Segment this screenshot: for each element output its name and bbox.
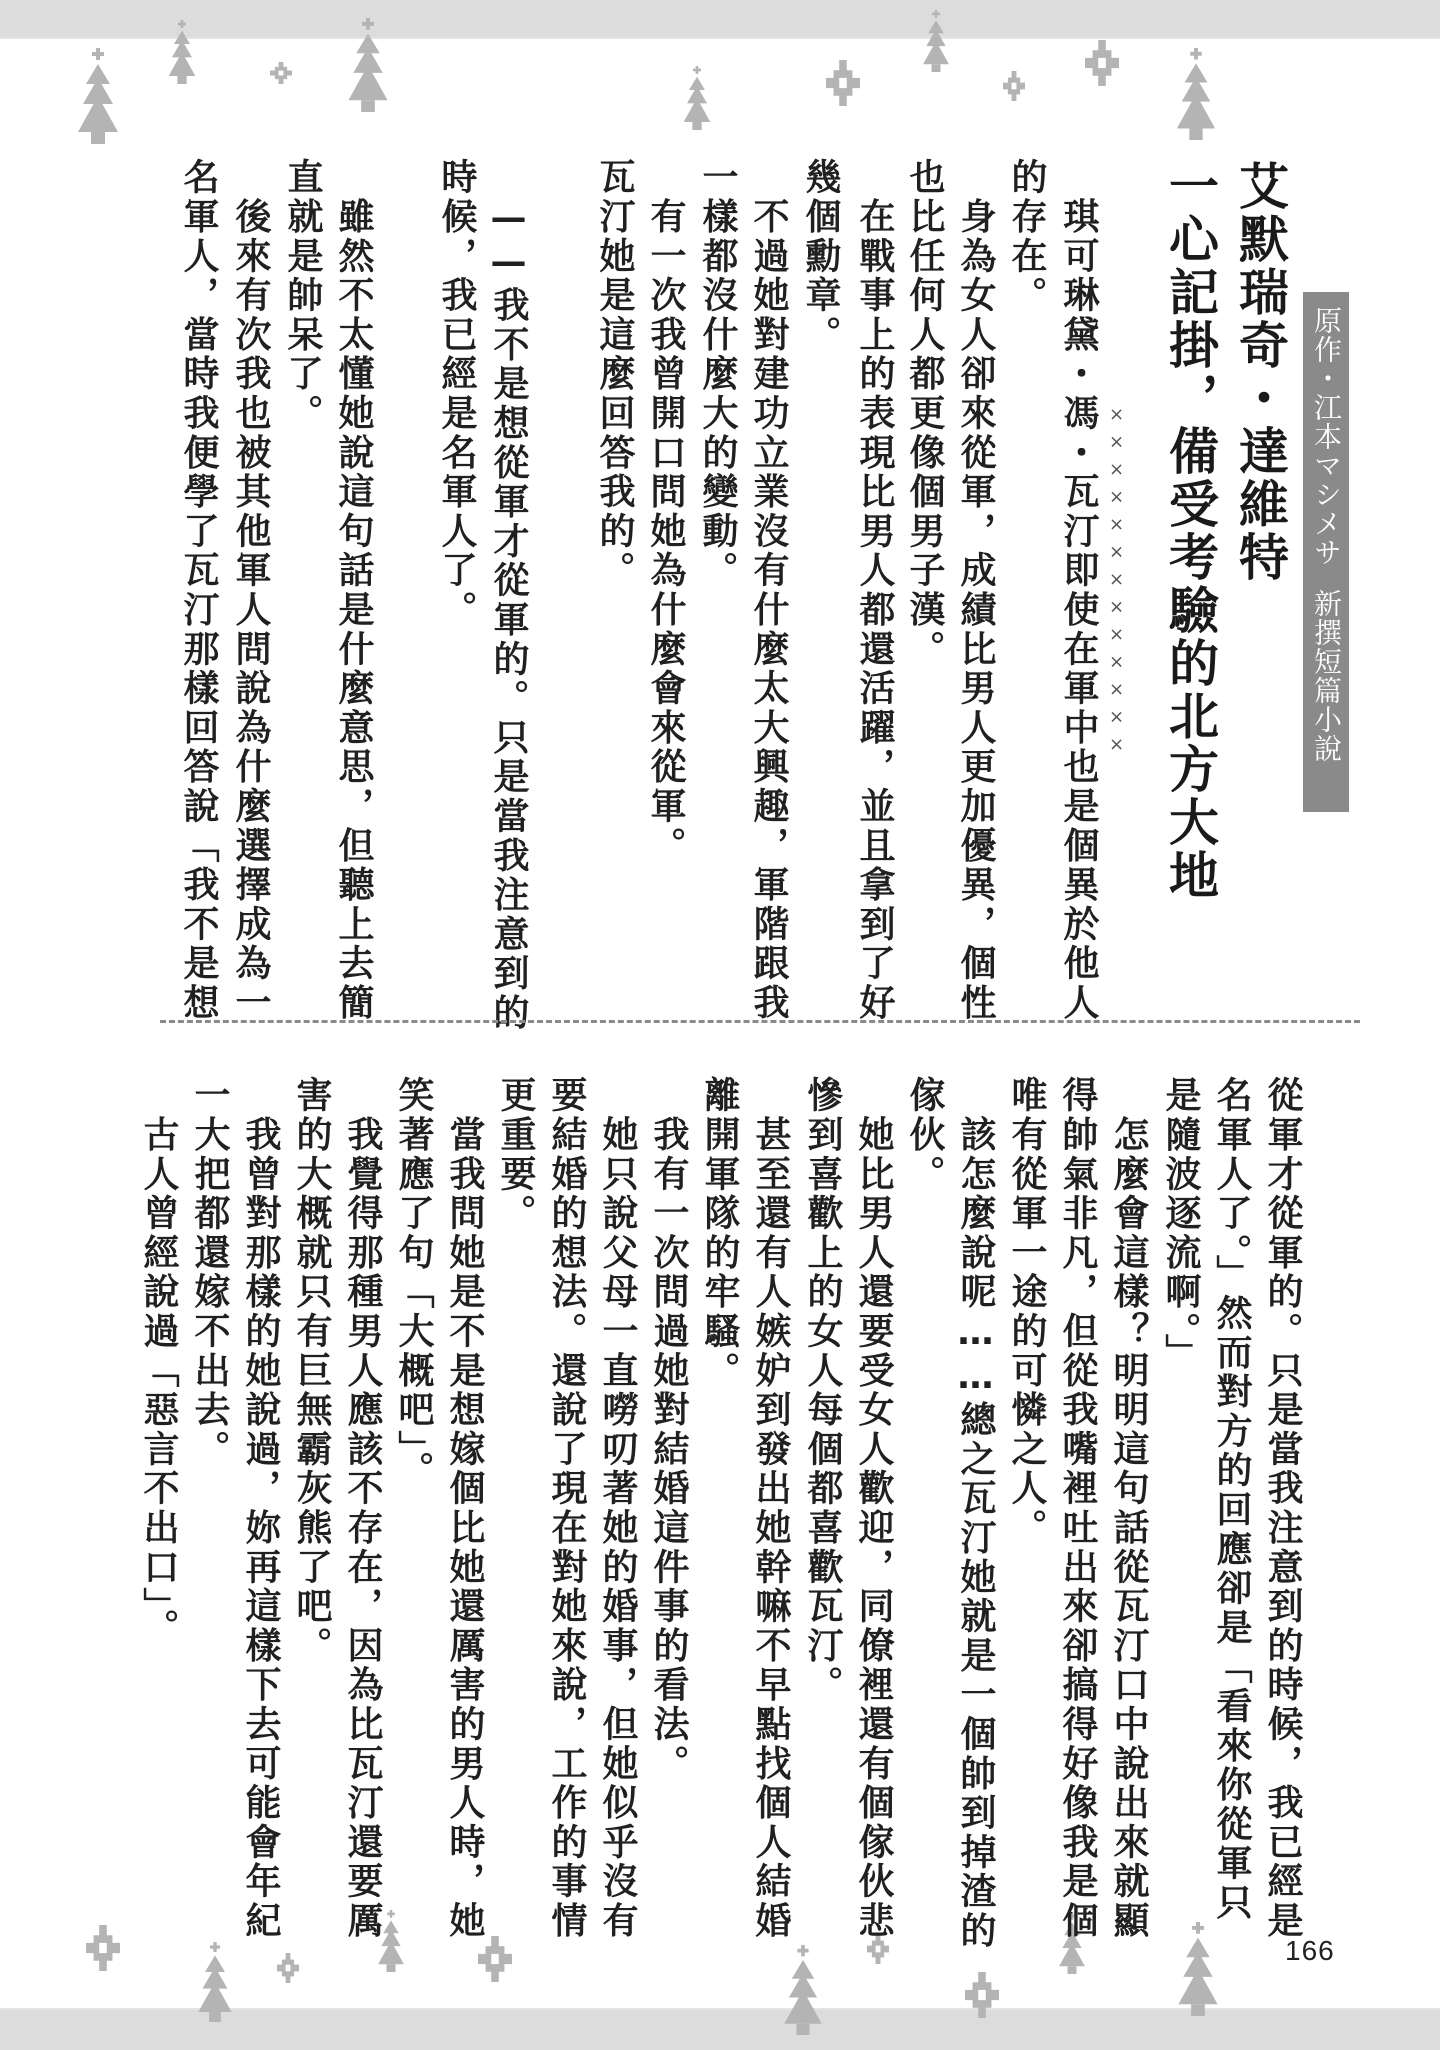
top-decorative-band [0, 0, 1440, 39]
text-column: 古人曾經說過「惡言不出口」。 [138, 1076, 179, 1648]
text-column: 一樣都沒什麼大的變動。 [697, 158, 738, 591]
text-column: 我覺得那種男人應該不存在，因為比瓦汀還要厲 [342, 1076, 383, 1941]
text-column: 她只說父母一直嘮叨著她的婚事，但她似乎沒有 [597, 1076, 638, 1941]
pine-tree-icon [348, 18, 388, 112]
text-column: 離開軍隊的牢騷。 [699, 1076, 740, 1391]
text-column: 不過她對建功立業沒有什麼太大興趣，軍階跟我 [748, 158, 789, 1023]
text-column: 我曾對那樣的她說過，妳再這樣下去可能會年紀 [240, 1076, 281, 1941]
text-column: 也比任何人都更像個男子漢。 [904, 158, 945, 669]
badge-original-author: 原作・江本マシメサ [1310, 306, 1343, 567]
text-column: 瓦汀她是這麼回答我的。 [594, 158, 635, 591]
snowflake-icon [1085, 40, 1119, 86]
text-column: 要結婚的想法。還說了現在對她來說，工作的事情 [546, 1076, 587, 1941]
text-column: 從軍才從軍的。只是當我注意到的時候，我已經是 [1262, 1076, 1303, 1941]
badge-story-type: 新撰短篇小說 [1310, 589, 1343, 763]
text-column: 得帥氣非凡，但從我嘴裡吐出來卻搞得好像我是個 [1057, 1076, 1098, 1941]
snowflake-icon [1003, 71, 1025, 101]
text-column: 笑著應了句「大概吧」。 [393, 1076, 434, 1491]
text-column: 她比男人還要受女人歡迎，同僚裡還有個傢伙悲 [853, 1076, 894, 1941]
section-divider [160, 1020, 1360, 1023]
snowflake-icon [86, 1925, 120, 1971]
text-column: 害的大概就只有巨無霸灰熊了吧。 [291, 1076, 332, 1666]
title-separator-marks: ××××××××××××× [1106, 404, 1127, 762]
text-column: 傢伙。 [904, 1076, 945, 1194]
story-title-line-1: 艾默瑞奇・達維特 [1231, 160, 1289, 584]
pine-tree-icon [682, 66, 712, 130]
text-column: 幾個勳章。 [800, 158, 841, 355]
story-title-line-2: 一心記掛，備受考驗的北方大地 [1161, 160, 1219, 902]
text-column: 更重要。 [495, 1076, 536, 1234]
pine-tree-icon [1178, 1922, 1218, 2016]
text-column: 後來有次我也被其他軍人問說為什麼選擇成為一 [230, 158, 271, 1023]
text-column: 是隨波逐流啊。」 [1160, 1076, 1201, 1373]
text-column: 唯有從軍一途的可憐之人。 [1006, 1076, 1047, 1548]
pine-tree-icon [168, 20, 196, 84]
pine-tree-icon [1176, 48, 1216, 140]
text-column: 該怎麼說呢……總之瓦汀她就是一個帥到掉渣的 [955, 1076, 996, 1951]
snowflake-icon [270, 62, 292, 84]
snowflake-icon [478, 1936, 512, 1982]
text-column: 的存在。 [1006, 158, 1047, 316]
text-column: 雖然不太懂她說這句話是什麼意思，但聽上去簡 [333, 158, 374, 1023]
text-column: ——我不是想從軍才從軍的。只是當我注意到的 [488, 158, 529, 1033]
text-column: 身為女人卻來從軍，成績比男人更加優異，個性 [955, 158, 996, 1023]
text-column: 我有一次問過她對結婚這件事的看法。 [648, 1076, 689, 1784]
text-column: 琪可琳黛・馮・瓦汀即使在軍中也是個異於他人 [1058, 158, 1099, 1023]
text-column: 在戰事上的表現比男人都還活躍，並且拿到了好 [854, 158, 895, 1023]
text-column: 時候，我已經是名軍人了。 [436, 158, 477, 630]
text-column: 一大把都還嫁不出去。 [189, 1076, 230, 1469]
pine-tree-icon [922, 10, 950, 72]
text-column: 甚至還有人嫉妒到發出她幹嘛不早點找個人結婚 [750, 1076, 791, 1941]
page-number: 166 [1285, 1935, 1335, 1966]
snowflake-icon [965, 1972, 999, 2018]
text-column: 怎麼會這樣？明明這句話從瓦汀口中說出來就顯 [1108, 1076, 1149, 1941]
text-column: 直就是帥呆了。 [282, 158, 323, 434]
text-column: 當我問她是不是想嫁個比她還厲害的男人時，她 [444, 1076, 485, 1941]
text-column: 名軍人，當時我便學了瓦汀那樣回答說「我不是想 [178, 158, 219, 1023]
snowflake-icon [826, 60, 860, 106]
pine-tree-icon [78, 48, 118, 144]
pine-tree-icon [198, 1942, 232, 2022]
text-column: 名軍人了。」然而對方的回應卻是「看來你從軍只 [1211, 1076, 1252, 1923]
snowflake-icon [277, 1953, 299, 1983]
pine-tree-icon [783, 1945, 823, 2035]
series-badge [1303, 292, 1349, 812]
text-column: 有一次我曾開口問她為什麼會來從軍。 [645, 158, 686, 866]
text-column: 慘到喜歡上的女人每個都喜歡瓦汀。 [802, 1076, 843, 1705]
